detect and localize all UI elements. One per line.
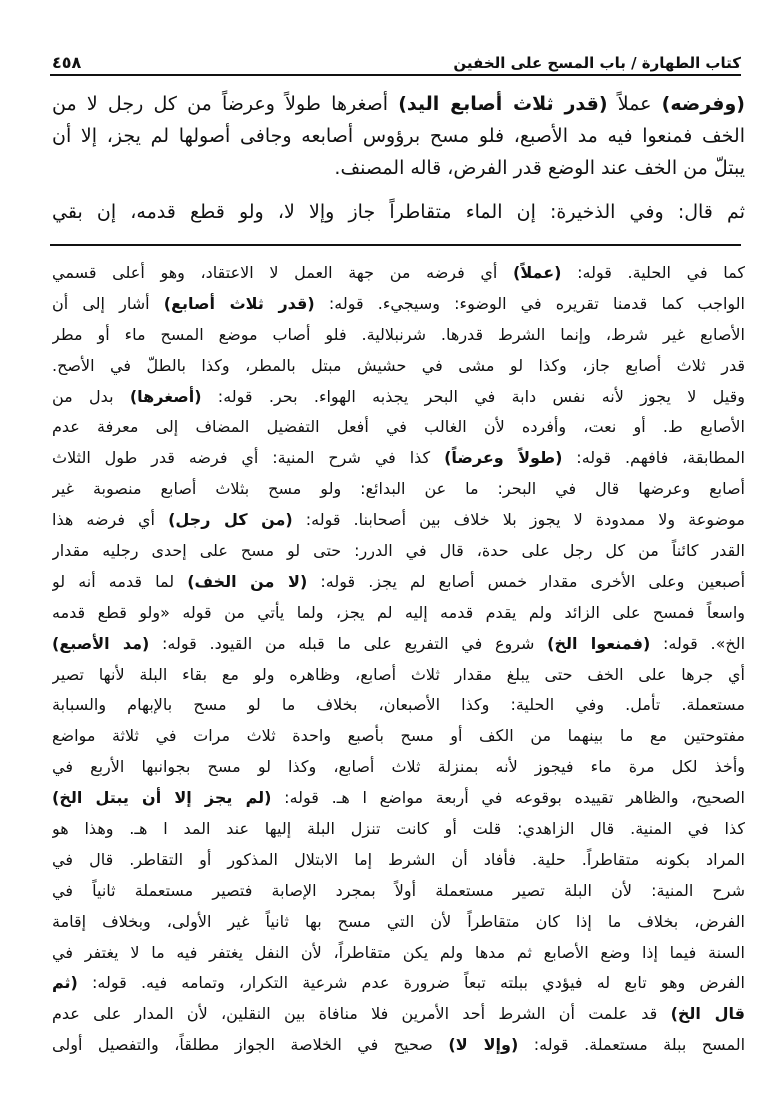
text-run: الفرض، بخلاف ما إذا كان متقاطراً لأن التي مسح بها ثانياً غير الأولى، وبخلاف إقامة [52, 911, 745, 931]
text-run: أي جرها على الخف حتى يبلغ مقدار ثلاث أصابع، وظاهره ولو مع بقاء البلة لأنها تصير [52, 664, 745, 684]
text-run: قد علمت أن الشرط أحد الأمرين فلا منافاة بين النقلين، لأن المدار على عدم [52, 1004, 671, 1024]
page-number: ٤٥٨ [52, 53, 82, 72]
main-text [52, 88, 745, 228]
commentary-line [52, 814, 745, 845]
text-run: أشار إلى أن [52, 293, 164, 313]
text-run: الأصابع غير شرط، وإنما الشرط قدرها. شرنبلالية. فلو أصاب موضع المسح ماء أو مطر [52, 324, 745, 344]
commentary-line [52, 629, 745, 660]
commentary-line [52, 382, 745, 413]
commentary-line [52, 876, 745, 907]
text-run: أصابع وعرضها قال في البحر: ما عن البدائع: ولو مسح بثلاث أصابع منصوبة غير [52, 479, 745, 499]
text-run: أي فرضه من جهة العمل لا الاعتقاد، وهو أعلى قسمي [52, 263, 514, 282]
quoted-lemma: (من كل رجل) [168, 510, 293, 530]
quoted-lemma: (طولاً وعرضاً) [444, 448, 563, 468]
quoted-lemma: (فمنعوا الخ) [547, 633, 651, 653]
text-run: المسح ببلة مستعملة. قوله: [518, 1035, 745, 1055]
commentary-line [52, 752, 745, 783]
text-run: شروع في التفريع على ما قبله من القيود. قوله: [149, 633, 548, 653]
text-run: عملاً [607, 93, 662, 115]
commentary-line [52, 999, 745, 1030]
main-text-line [52, 196, 745, 228]
quoted-lemma: (لا من الخف) [187, 571, 308, 591]
text-run: المطابقة، فافهم. قوله: [562, 448, 745, 468]
quoted-lemma: (أصغرها) [129, 386, 202, 406]
commentary-line [52, 289, 745, 320]
main-text-line [52, 88, 745, 120]
text-run: قدر ثلاث أصابع جاز، وكذا لو مشى في حشيش مبتل بالمطر، وكذا بالطلّ في الأصح. [52, 355, 745, 375]
running-header [52, 40, 741, 72]
header-rule [50, 74, 741, 76]
commentary-line [52, 783, 745, 814]
quoted-lemma: (مد الأصبع) [52, 633, 150, 653]
main-text-line [52, 152, 745, 184]
commentary-line [52, 907, 745, 938]
text-run: صحيح في الخلاصة الجواز مطلقاً، والتفصيل أولى [52, 1035, 449, 1055]
text-run: المراد بكونه متقاطراً. حلية. فأفاد أن الشرط إما الابتلال المذكور أو التقاطر. قال في [52, 849, 745, 869]
text-run: كذا في المنية. قال الزاهدي: قلت أو كانت تنزل البلة إليها عند المد ا هـ. وهذا هو [52, 819, 745, 839]
quoted-lemma: (عملاً) [513, 263, 562, 282]
text-run: لما قدمه أنه لو [52, 571, 188, 591]
commentary-line [52, 351, 745, 382]
text-run: وأخذ لكل مرة ماء فيجوز لأنه بمنزلة ثلاث أصابع، وكذا لو مسح بجوانبها الأربع في [52, 757, 745, 777]
quoted-lemma: (وفرضه) [661, 93, 745, 115]
text-run: كذا في شرح المنية: أي فرضه قدر طول الثلاث [52, 448, 445, 468]
commentary-line [52, 536, 745, 567]
text-run: أي فرضه هذا [52, 510, 169, 530]
commentary-line [52, 660, 745, 691]
text-run: كما في الحلية. قوله: [561, 263, 745, 282]
text-run: السنة فيما إذا وضع الأصابع ثم مدها ولم يكن متقاطراً، لأن النفل يغتفر فيه ما لا يغتفر في [52, 942, 745, 962]
commentary-line [52, 567, 745, 598]
commentary-line [52, 505, 745, 536]
quoted-lemma: (لم يجز إلا أن يبتل الخ) [52, 788, 272, 808]
text-run: واسعاً فمسح على الزائد ولم يقدم قدمه إليه لم يجز، ولما يأتي من قوله «ولو قطع قدمه [52, 602, 745, 622]
text-run: يبتلّ من الخف عند الوضع قدر الفرض، قاله المصنف. [334, 157, 745, 179]
text-run: ثم قال: وفي الذخيرة: إن الماء متقاطراً جاز وإلا لا، ولو قطع قدمه، إن بقي [52, 201, 745, 223]
text-run: الخف فمنعوا فيه مد الأصبع، فلو مسح برؤوس أصابعه وجافى أصولها لم يجز، إلا أن [52, 125, 745, 147]
text-run: مستعملة. تأمل. وفي الحلية: وكذا الأصبعان، بخلاف ما لو مسح بالإبهام والسبابة [52, 695, 745, 715]
text-run: الأصابع ط. أو نعت، وأفرده لأن الغالب في أفعل التفضيل المضاف إلى معرفة عدم [52, 417, 745, 437]
text-run: الفرض وهو تابع له فيؤدي ببلته تبعاً ضرورة عدم شرعية التكرار، وتمامه فيه. قوله: [77, 973, 745, 993]
main-text-line [52, 120, 745, 152]
commentary-line [52, 320, 745, 351]
commentary-line [52, 721, 745, 752]
text-run: موضوعة ولا ممدودة لا يجوز بلا خلاف بين أصحابنا. قوله: [292, 510, 745, 530]
commentary-text [52, 258, 745, 1061]
commentary-line [52, 474, 745, 505]
text-separator-rule [50, 244, 741, 246]
text-run: وقيل لا يجوز لأنه نفس دابة في البحر يجذبه الهواء. بحر. قوله: [201, 386, 745, 406]
commentary-line [52, 845, 745, 876]
quoted-lemma: (قدر ثلاث أصابع) [163, 293, 315, 313]
text-run: الصحيح، والظاهر تقييده بوقوعه في أربعة مواضع ا هـ. قوله: [271, 788, 745, 808]
text-run: بدل من [52, 386, 130, 406]
text-run: الخ». قوله: [650, 633, 745, 653]
header-title: كتاب الطهارة / باب المسح على الخفين [453, 54, 741, 72]
text-run: الواجب كما قدمنا تقريره في الوضوء: وسيجيء. قوله: [314, 293, 745, 313]
commentary-line [52, 1030, 745, 1061]
quoted-lemma: قال الخ) [670, 1004, 745, 1024]
text-run: أصبعين وعلى الأخرى مقدار خمس أصابع لم يجز. قوله: [307, 571, 745, 591]
quoted-lemma: (وإلا لا) [448, 1035, 519, 1055]
quoted-lemma: (ثم [52, 973, 78, 993]
text-run: شرح المنية: لأن البلة تصير مستعملة أولاً بمجرد الإصابة فتصير مستعملة ثانياً في [52, 880, 745, 900]
commentary-line [52, 598, 745, 629]
commentary-line [52, 412, 745, 443]
commentary-line [52, 690, 745, 721]
quoted-lemma: (قدر ثلاث أصابع اليد) [398, 93, 608, 115]
commentary-line [52, 258, 745, 289]
commentary-line [52, 443, 745, 474]
text-run: مفتوحتين مع ما بينهما من الكف أو مسح بأصبع واحدة ثلاث مرات في ثلاثة مواضع [52, 726, 745, 746]
commentary-line [52, 938, 745, 969]
text-run: أصغرها طولاً وعرضاً من كل رجل لا من [52, 93, 399, 115]
commentary-line [52, 968, 745, 999]
text-run: القدر كائناً من كل رجل على حدة، قال في الدرر: حتى لو مسح على إحدى رجليه مقدار [52, 541, 745, 561]
